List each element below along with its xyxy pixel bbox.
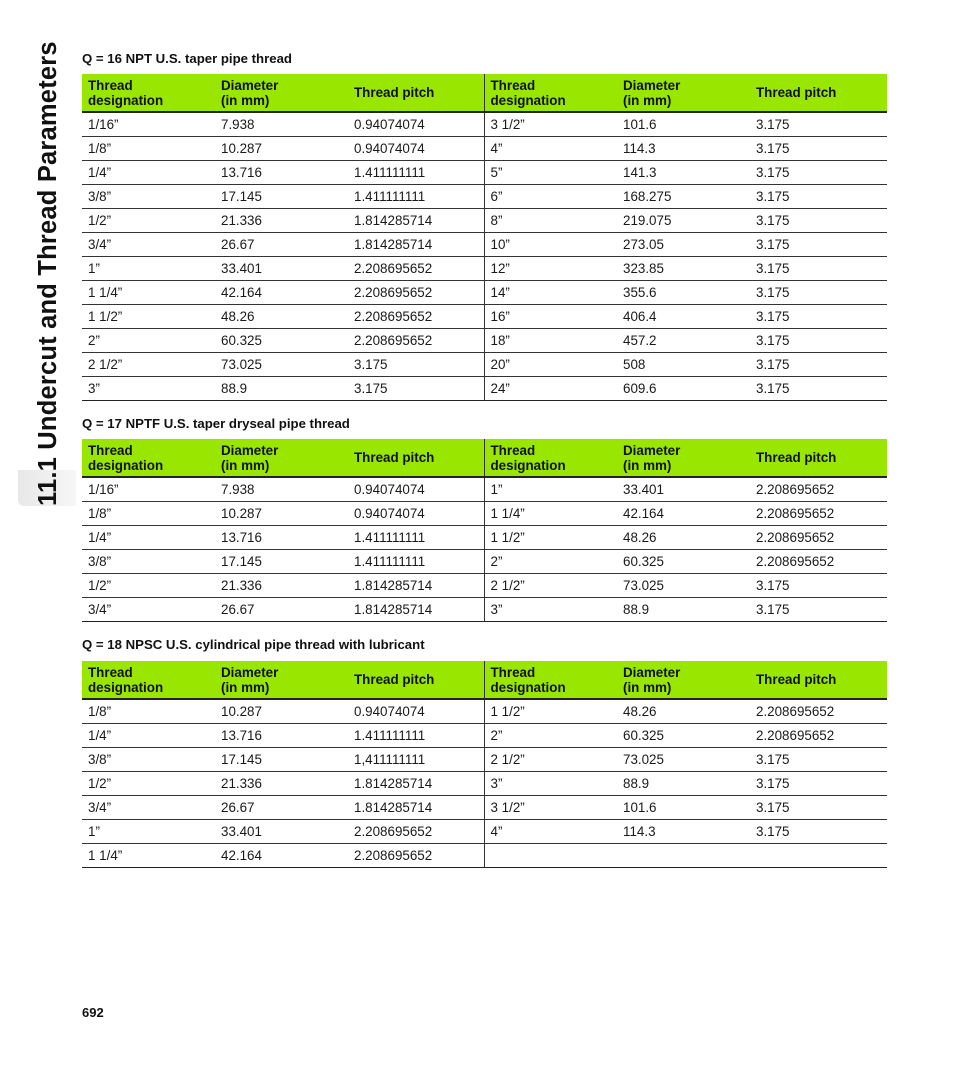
cell-diameter: 33.401 — [617, 477, 750, 502]
cell-thread-pitch: 1.814285714 — [348, 209, 484, 233]
table-row — [82, 477, 887, 502]
cell-thread-pitch: 2.208695652 — [348, 257, 484, 281]
cell-thread-designation: 1 1/4” — [484, 502, 617, 526]
header-thread-pitch: Thread pitch — [348, 661, 484, 699]
header-diameter: Diameter (in mm) — [617, 439, 750, 477]
table-row — [82, 353, 887, 377]
table-header-row — [82, 661, 887, 699]
table-row — [82, 233, 887, 257]
cell-thread-designation: 1 1/2” — [484, 526, 617, 550]
header-thread-designation: Thread designation — [82, 661, 215, 699]
cell-thread-pitch: 1.814285714 — [348, 574, 484, 598]
table-row — [82, 699, 887, 724]
header-diameter: Diameter (in mm) — [617, 74, 750, 112]
cell-thread-pitch: 2.208695652 — [348, 844, 484, 868]
cell-diameter: 7.938 — [215, 477, 348, 502]
table-row — [82, 772, 887, 796]
cell-thread-designation: 5” — [484, 161, 617, 185]
table-row — [82, 820, 887, 844]
header-diameter: Diameter (in mm) — [617, 661, 750, 699]
cell-thread-designation: 1 1/2” — [484, 699, 617, 724]
section-title-npsc: Q = 18 NPSC U.S. cylindrical pipe thread with lubricant — [82, 637, 425, 652]
cell-diameter: 406.4 — [617, 305, 750, 329]
cell-thread-designation: 1 1/4” — [82, 281, 215, 305]
cell-diameter: 508 — [617, 353, 750, 377]
table-row — [82, 329, 887, 353]
cell-thread-designation: 18” — [484, 329, 617, 353]
table-row — [82, 209, 887, 233]
cell-diameter: 114.3 — [617, 137, 750, 161]
header-diameter: Diameter (in mm) — [215, 74, 348, 112]
cell-thread-pitch: 3.175 — [750, 137, 887, 161]
cell-thread-designation: 3/4” — [82, 598, 215, 622]
cell-thread-designation: 1/4” — [82, 526, 215, 550]
cell-thread-pitch: 2.208695652 — [750, 699, 887, 724]
cell-thread-designation: 2” — [484, 724, 617, 748]
cell-thread-designation: 1/4” — [82, 724, 215, 748]
header-thread-pitch: Thread pitch — [348, 74, 484, 112]
cell-thread-pitch: 1.411111111 — [348, 526, 484, 550]
header-thread-designation: Thread designation — [82, 439, 215, 477]
cell-diameter: 10.287 — [215, 502, 348, 526]
table-row — [82, 502, 887, 526]
cell-thread-pitch: 1.814285714 — [348, 598, 484, 622]
cell-diameter — [617, 844, 750, 868]
cell-diameter: 219.075 — [617, 209, 750, 233]
cell-diameter: 10.287 — [215, 137, 348, 161]
cell-diameter: 26.67 — [215, 233, 348, 257]
header-thread-pitch: Thread pitch — [750, 439, 887, 477]
header-thread-pitch: Thread pitch — [348, 439, 484, 477]
cell-diameter: 26.67 — [215, 796, 348, 820]
cell-thread-designation: 1/8” — [82, 502, 215, 526]
cell-thread-designation: 1/2” — [82, 209, 215, 233]
cell-thread-pitch: 3.175 — [750, 598, 887, 622]
cell-thread-designation: 3 1/2” — [484, 796, 617, 820]
cell-thread-designation: 3/8” — [82, 185, 215, 209]
table-row — [82, 377, 887, 401]
cell-thread-pitch: 2.208695652 — [348, 820, 484, 844]
cell-diameter: 42.164 — [215, 281, 348, 305]
cell-thread-designation: 3” — [484, 598, 617, 622]
table-row — [82, 598, 887, 622]
table-row — [82, 257, 887, 281]
cell-thread-pitch: 1.814285714 — [348, 796, 484, 820]
chapter-side-heading: 11.1 Undercut and Thread Parameters — [34, 41, 62, 506]
cell-thread-pitch — [750, 844, 887, 868]
table-row — [82, 574, 887, 598]
cell-thread-pitch: 0.94074074 — [348, 477, 484, 502]
cell-thread-designation: 12” — [484, 257, 617, 281]
cell-thread-pitch: 1,411111111 — [348, 748, 484, 772]
cell-diameter: 60.325 — [617, 550, 750, 574]
cell-diameter: 273.05 — [617, 233, 750, 257]
cell-thread-pitch: 3.175 — [348, 377, 484, 401]
cell-thread-pitch: 0.94074074 — [348, 699, 484, 724]
table-row — [82, 112, 887, 137]
header-thread-pitch: Thread pitch — [750, 74, 887, 112]
cell-thread-pitch: 1.814285714 — [348, 233, 484, 257]
cell-diameter: 88.9 — [215, 377, 348, 401]
header-diameter: Diameter (in mm) — [215, 661, 348, 699]
cell-thread-designation: 1/8” — [82, 137, 215, 161]
cell-diameter: 88.9 — [617, 598, 750, 622]
cell-diameter: 88.9 — [617, 772, 750, 796]
cell-thread-designation: 3/8” — [82, 550, 215, 574]
cell-thread-pitch: 0.94074074 — [348, 112, 484, 137]
cell-thread-designation: 2 1/2” — [484, 748, 617, 772]
cell-thread-designation: 3/4” — [82, 796, 215, 820]
cell-thread-designation: 2 1/2” — [82, 353, 215, 377]
cell-thread-designation: 3 1/2” — [484, 112, 617, 137]
table-row — [82, 844, 887, 868]
cell-diameter: 17.145 — [215, 748, 348, 772]
cell-thread-pitch: 3.175 — [750, 185, 887, 209]
cell-diameter: 73.025 — [617, 574, 750, 598]
table-row — [82, 305, 887, 329]
table-row — [82, 185, 887, 209]
cell-thread-designation: 3/8” — [82, 748, 215, 772]
cell-diameter: 457.2 — [617, 329, 750, 353]
cell-thread-designation: 14” — [484, 281, 617, 305]
cell-diameter: 33.401 — [215, 820, 348, 844]
header-thread-designation: Thread designation — [484, 439, 617, 477]
cell-thread-designation: 1/2” — [82, 574, 215, 598]
table-row — [82, 724, 887, 748]
cell-thread-pitch: 2.208695652 — [750, 550, 887, 574]
cell-diameter: 48.26 — [617, 699, 750, 724]
cell-thread-designation: 1/16” — [82, 477, 215, 502]
page-number: 692 — [82, 1005, 104, 1020]
cell-diameter: 13.716 — [215, 526, 348, 550]
cell-diameter: 609.6 — [617, 377, 750, 401]
cell-diameter: 141.3 — [617, 161, 750, 185]
table-row — [82, 550, 887, 574]
table-header-row — [82, 439, 887, 477]
table-row — [82, 526, 887, 550]
cell-thread-designation: 3/4” — [82, 233, 215, 257]
cell-diameter: 42.164 — [215, 844, 348, 868]
cell-diameter: 60.325 — [617, 724, 750, 748]
cell-diameter: 73.025 — [617, 748, 750, 772]
cell-diameter: 21.336 — [215, 574, 348, 598]
cell-thread-pitch: 3.175 — [750, 329, 887, 353]
cell-thread-designation: 4” — [484, 137, 617, 161]
cell-diameter: 101.6 — [617, 112, 750, 137]
cell-thread-designation: 3” — [484, 772, 617, 796]
section-title-nptf: Q = 17 NPTF U.S. taper dryseal pipe thread — [82, 416, 350, 431]
cell-diameter: 7.938 — [215, 112, 348, 137]
cell-thread-pitch: 3.175 — [750, 305, 887, 329]
cell-thread-pitch: 1.411111111 — [348, 161, 484, 185]
cell-diameter: 33.401 — [215, 257, 348, 281]
cell-diameter: 42.164 — [617, 502, 750, 526]
header-thread-designation: Thread designation — [82, 74, 215, 112]
cell-thread-pitch: 3.175 — [750, 772, 887, 796]
cell-thread-designation: 1/4” — [82, 161, 215, 185]
cell-thread-designation: 1 1/4” — [82, 844, 215, 868]
cell-diameter: 13.716 — [215, 161, 348, 185]
table-row — [82, 796, 887, 820]
cell-thread-pitch: 3.175 — [750, 353, 887, 377]
cell-thread-pitch: 3.175 — [750, 161, 887, 185]
cell-diameter: 21.336 — [215, 772, 348, 796]
table-row — [82, 748, 887, 772]
cell-thread-designation: 1” — [82, 820, 215, 844]
table-row — [82, 161, 887, 185]
cell-diameter: 168.275 — [617, 185, 750, 209]
cell-thread-designation: 1” — [484, 477, 617, 502]
cell-diameter: 60.325 — [215, 329, 348, 353]
table-row — [82, 281, 887, 305]
cell-diameter: 48.26 — [215, 305, 348, 329]
cell-thread-pitch: 3.175 — [750, 281, 887, 305]
cell-diameter: 101.6 — [617, 796, 750, 820]
cell-thread-designation: 1” — [82, 257, 215, 281]
table-row — [82, 137, 887, 161]
cell-diameter: 73.025 — [215, 353, 348, 377]
thread-table-npt — [82, 74, 887, 401]
cell-thread-designation: 10” — [484, 233, 617, 257]
cell-thread-pitch: 2.208695652 — [348, 329, 484, 353]
cell-thread-pitch: 2.208695652 — [348, 281, 484, 305]
cell-thread-pitch: 0.94074074 — [348, 137, 484, 161]
cell-thread-pitch: 3.175 — [750, 796, 887, 820]
cell-thread-pitch: 2.208695652 — [750, 724, 887, 748]
cell-thread-pitch: 0.94074074 — [348, 502, 484, 526]
cell-thread-pitch: 1.814285714 — [348, 772, 484, 796]
cell-thread-pitch: 2.208695652 — [750, 502, 887, 526]
cell-thread-designation: 1/16” — [82, 112, 215, 137]
cell-diameter: 114.3 — [617, 820, 750, 844]
cell-thread-designation: 24” — [484, 377, 617, 401]
cell-diameter: 21.336 — [215, 209, 348, 233]
cell-thread-designation: 1/2” — [82, 772, 215, 796]
cell-diameter: 17.145 — [215, 550, 348, 574]
cell-thread-designation: 1/8” — [82, 699, 215, 724]
header-diameter: Diameter (in mm) — [215, 439, 348, 477]
cell-thread-pitch: 3.175 — [750, 820, 887, 844]
cell-thread-pitch: 3.175 — [750, 209, 887, 233]
thread-table-nptf — [82, 439, 887, 622]
cell-diameter: 13.716 — [215, 724, 348, 748]
cell-thread-designation: 20” — [484, 353, 617, 377]
cell-thread-pitch: 3.175 — [750, 233, 887, 257]
cell-thread-designation: 1 1/2” — [82, 305, 215, 329]
cell-thread-designation: 4” — [484, 820, 617, 844]
cell-thread-pitch: 1.411111111 — [348, 724, 484, 748]
cell-diameter: 26.67 — [215, 598, 348, 622]
cell-thread-pitch: 3.175 — [750, 257, 887, 281]
cell-diameter: 10.287 — [215, 699, 348, 724]
cell-thread-pitch: 3.175 — [750, 377, 887, 401]
cell-thread-pitch: 1.411111111 — [348, 185, 484, 209]
header-thread-designation: Thread designation — [484, 661, 617, 699]
cell-thread-pitch: 2.208695652 — [348, 305, 484, 329]
cell-thread-pitch: 2.208695652 — [750, 477, 887, 502]
cell-thread-designation: 8” — [484, 209, 617, 233]
cell-diameter: 355.6 — [617, 281, 750, 305]
cell-thread-pitch: 3.175 — [750, 574, 887, 598]
cell-thread-designation: 2” — [82, 329, 215, 353]
cell-thread-designation: 2 1/2” — [484, 574, 617, 598]
cell-thread-designation — [484, 844, 617, 868]
cell-diameter: 48.26 — [617, 526, 750, 550]
cell-thread-designation: 16” — [484, 305, 617, 329]
section-title-npt: Q = 16 NPT U.S. taper pipe thread — [82, 51, 292, 66]
cell-diameter: 17.145 — [215, 185, 348, 209]
cell-thread-pitch: 3.175 — [750, 112, 887, 137]
cell-thread-pitch: 3.175 — [750, 748, 887, 772]
cell-diameter: 323.85 — [617, 257, 750, 281]
cell-thread-pitch: 2.208695652 — [750, 526, 887, 550]
thread-table-npsc — [82, 661, 887, 868]
cell-thread-designation: 6” — [484, 185, 617, 209]
cell-thread-designation: 3” — [82, 377, 215, 401]
table-header-row — [82, 74, 887, 112]
cell-thread-pitch: 1.411111111 — [348, 550, 484, 574]
header-thread-designation: Thread designation — [484, 74, 617, 112]
header-thread-pitch: Thread pitch — [750, 661, 887, 699]
cell-thread-pitch: 3.175 — [348, 353, 484, 377]
cell-thread-designation: 2” — [484, 550, 617, 574]
